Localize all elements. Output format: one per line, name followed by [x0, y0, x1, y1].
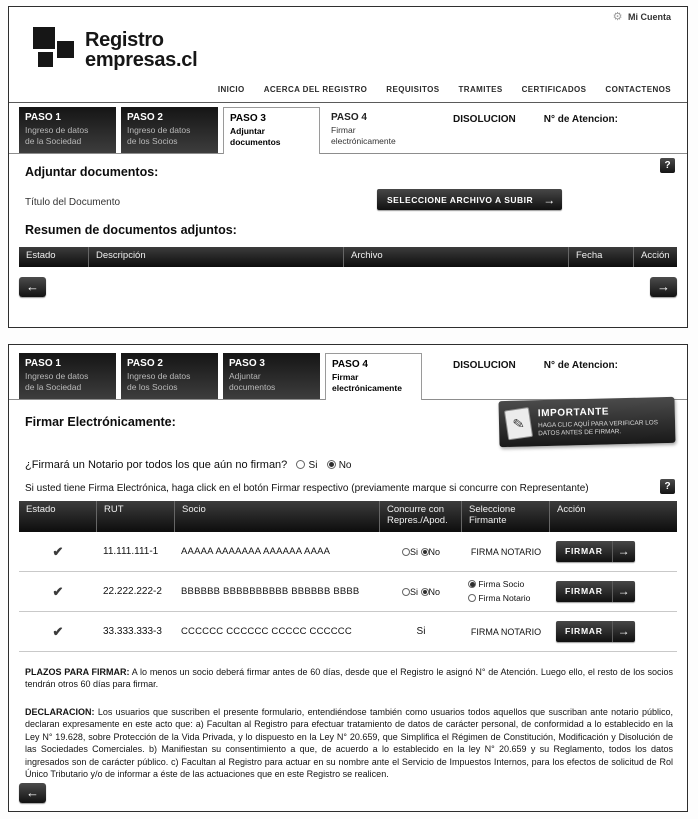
- col-accion: Acción: [641, 250, 670, 261]
- concurre-radios: Si No: [380, 587, 462, 597]
- nav-item-contactenos[interactable]: CONTACTENOS: [605, 85, 671, 94]
- step-4-num: PASO 4: [332, 359, 368, 370]
- step-2-num: PASO 2: [127, 358, 163, 369]
- next-button[interactable]: →: [650, 277, 677, 297]
- back-button[interactable]: ←: [19, 783, 46, 803]
- concurre-radio-si[interactable]: [402, 588, 410, 596]
- firmar-button[interactable]: [556, 621, 635, 642]
- step-3-line2: documentos: [230, 136, 281, 147]
- account-link[interactable]: [613, 10, 671, 23]
- adjuntar-documentos-panel: [8, 6, 688, 328]
- step-3-line2: documentos: [229, 381, 276, 392]
- col-estado: Estado: [19, 501, 97, 532]
- step-2-line2: de los Socios: [127, 135, 178, 146]
- logo[interactable]: [31, 25, 197, 75]
- main-nav: [218, 85, 671, 94]
- col-accion: Acción: [557, 504, 586, 515]
- help-button[interactable]: ?: [660, 158, 675, 173]
- banner-subtitle: HAGA CLIC AQUÍ PARA VERIFICAR LOS DATOS ANTES DE FIRMAR.: [537, 418, 659, 438]
- step-4-line2: electrónicamente: [332, 382, 402, 393]
- notary-question-text: ¿Firmará un Notario por todos los que aún no firman?: [25, 459, 288, 471]
- step-3-line1: Adjuntar: [229, 371, 261, 381]
- disolucion-label: DISOLUCION: [453, 360, 516, 371]
- step-3-num: PASO 3: [229, 358, 265, 369]
- status-check-icon: ✔: [52, 543, 64, 559]
- section-title-resumen: Resumen de documentos adjuntos:: [25, 223, 237, 237]
- step-2-num: PASO 2: [127, 112, 163, 123]
- signer-row: [19, 612, 677, 652]
- col-descripcion: Descripción: [89, 247, 344, 267]
- col-firmante: Seleccione Firmante: [462, 501, 550, 532]
- process-meta: [453, 353, 618, 400]
- col-rut: RUT: [97, 501, 175, 532]
- notepad-pencil-icon: ✎: [504, 407, 533, 440]
- step-4-tab[interactable]: [325, 107, 422, 153]
- firmar-button[interactable]: [556, 581, 635, 602]
- arrow-right-icon: →: [543, 192, 556, 207]
- signer-row: [19, 572, 677, 612]
- process-meta: [453, 107, 618, 154]
- step-4-tab-active[interactable]: [325, 353, 422, 400]
- step-3-line1: Adjuntar: [230, 126, 265, 136]
- firma-socio-radio[interactable]: [468, 580, 476, 588]
- logo-line-2: empresas.cl: [85, 49, 198, 71]
- step-2-tab[interactable]: [121, 353, 218, 399]
- col-fecha: Fecha: [569, 247, 634, 267]
- col-concurre: Concurre con Repres./Apod.: [380, 501, 462, 532]
- notary-question-row: [25, 459, 351, 471]
- col-archivo: Archivo: [344, 247, 569, 267]
- declaracion-text: Los usuarios que suscriben el presente formulario, entendiéndose también como usuarios todos aquellos que suscriban ante notario público, declaran expresamente en este acto que: a) Facultan al Registro para efectuar tratamiento de datos de carácter personal, de conformidad a lo establecido en la Ley N° 19.628, sobre Protección de la Vida Privada, y lo dispuesto en la Ley N° 20.659, que Simplifica el Régimen de Constitución, Modificación y Disolución de las Sociedades Comerciales. b) Manifiestan su consentimiento a que, de acuerdo a lo establecido en la ley N° 20.659 y su Reglamento, todos los datos ingresados son de carácter público. c) Facultan al Registro para actuar en su nombre ante el Servicio de Impuestos Internos, para los efectos de solicitud de Rol Único Tributario y/o de informar a éste de las actuaciones que en este Registro se realicen.: [25, 707, 673, 780]
- arrow-right-icon: →: [612, 621, 635, 642]
- firmar-label: FIRMAR: [565, 546, 603, 556]
- step-4-num: PASO 4: [331, 112, 367, 123]
- step-3-tab[interactable]: [223, 353, 320, 399]
- firmar-electronicamente-panel: [8, 344, 688, 812]
- documents-table-header: [19, 247, 677, 267]
- firma-notario-label: Firma Notario: [478, 592, 531, 603]
- wizard-steps: [9, 107, 687, 154]
- firmar-label: FIRMAR: [565, 586, 603, 596]
- notary-question-label-no: No: [338, 460, 352, 471]
- step-1-tab[interactable]: [19, 107, 116, 153]
- nav-item-inicio[interactable]: INICIO: [217, 85, 245, 94]
- firmante-radio-group: [462, 578, 550, 606]
- step-1-tab[interactable]: [19, 353, 116, 399]
- status-check-icon: ✔: [52, 583, 64, 599]
- numero-atencion-label: N° de Atencion:: [543, 360, 618, 371]
- arrow-right-icon: →: [612, 541, 635, 562]
- step-1-line1: Ingreso de datos: [25, 125, 89, 135]
- importante-banner[interactable]: [498, 397, 675, 447]
- rut-value: 22.222.222-2: [103, 586, 162, 597]
- step-1-line2: de la Sociedad: [25, 381, 82, 392]
- firma-notario-radio[interactable]: [468, 594, 476, 602]
- rut-value: 11.111.111-1: [103, 546, 159, 557]
- firmar-button[interactable]: [556, 541, 635, 562]
- step-2-line1: Ingreso de datos: [127, 371, 191, 381]
- section-title-adjuntar: Adjuntar documentos:: [25, 165, 159, 179]
- logo-cubes-icon: [31, 25, 77, 75]
- step-1-line2: de la Sociedad: [25, 135, 82, 146]
- concurre-radio-no[interactable]: [421, 588, 429, 596]
- step-1-num: PASO 1: [25, 358, 61, 369]
- nav-item-tramites[interactable]: TRAMITES: [458, 85, 503, 94]
- notary-question-radio-no[interactable]: [327, 460, 336, 469]
- concurre-radios: Si No: [380, 547, 462, 557]
- nav-item-acerca[interactable]: ACERCA DEL REGISTRO: [263, 85, 368, 94]
- wizard-steps: [9, 353, 687, 400]
- disolucion-label: DISOLUCION: [453, 114, 516, 125]
- upload-file-button[interactable]: [377, 189, 562, 210]
- plazos-label: PLAZOS PARA FIRMAR:: [25, 667, 130, 677]
- notary-question-radio-si[interactable]: [296, 460, 305, 469]
- step-2-tab[interactable]: [121, 107, 218, 153]
- socio-name: CCCCCC CCCCCC CCCCC CCCCCC: [181, 626, 352, 637]
- step-1-num: PASO 1: [25, 112, 61, 123]
- col-socio: Socio: [175, 501, 380, 532]
- concurre-radio-no[interactable]: [421, 548, 429, 556]
- step-3-tab-active[interactable]: [223, 107, 320, 154]
- nav-item-certificados[interactable]: CERTIFICADOS: [521, 85, 587, 94]
- step-3-num: PASO 3: [230, 113, 266, 124]
- numero-atencion-label: N° de Atencion:: [543, 114, 618, 125]
- banner-title: IMPORTANTE: [537, 406, 610, 419]
- firmante-value: FIRMA NOTARIO: [470, 626, 542, 637]
- status-check-icon: ✔: [52, 623, 64, 639]
- firmar-label: FIRMAR: [565, 626, 603, 636]
- signers-table-header: [19, 501, 677, 532]
- document-title-label: Título del Documento: [25, 197, 121, 208]
- arrow-right-icon: →: [612, 581, 635, 602]
- header-divider: [9, 102, 687, 103]
- signer-row: [19, 532, 677, 572]
- concurre-value: Si: [416, 626, 426, 637]
- banner-text: [538, 405, 669, 439]
- plazos-text: A lo menos un socio deberá firmar antes de 60 días, desde que el Registro le asignó N° de Atención. Luego ello, el resto de los socios tendrán otros 60 días para firmar.: [25, 667, 673, 690]
- step-1-line1: Ingreso de datos: [25, 371, 89, 381]
- socio-name: AAAAA AAAAAAA AAAAAA AAAA: [181, 546, 331, 557]
- step-4-line2: electrónicamente: [331, 135, 396, 146]
- declaracion-label: DECLARACION:: [25, 707, 95, 717]
- sign-instruction-text: Si usted tiene Firma Electrónica, haga click en el botón Firmar respectivo (previamente marque si concurre con Representante): [25, 483, 589, 494]
- col-estado: Estado: [19, 247, 89, 267]
- notary-question-label-si: Si: [308, 460, 318, 471]
- logo-text: [85, 30, 197, 71]
- upload-file-label: SELECCIONE ARCHIVO A SUBIR: [387, 194, 534, 205]
- firmante-value: FIRMA NOTARIO: [470, 546, 542, 557]
- step-2-line2: de los Socios: [127, 381, 178, 392]
- help-button[interactable]: ?: [660, 479, 675, 494]
- account-label: Mi Cuenta: [627, 12, 671, 22]
- rut-value: 33.333.333-3: [103, 626, 162, 637]
- back-button[interactable]: ←: [19, 277, 46, 297]
- step-4-line1: Firmar: [332, 372, 359, 382]
- step-2-line1: Ingreso de datos: [127, 125, 191, 135]
- gear-icon: ⚙: [612, 11, 623, 23]
- concurre-radio-si[interactable]: [402, 548, 410, 556]
- section-title-firmar: Firmar Electrónicamente:: [25, 415, 176, 429]
- declaracion-paragraph: [25, 706, 673, 780]
- socio-name: BBBBBB BBBBBBBBBB BBBBBB BBBB: [181, 586, 360, 597]
- nav-item-requisitos[interactable]: REQUISITOS: [386, 85, 440, 94]
- logo-line-1: Registro: [85, 28, 164, 51]
- plazos-paragraph: [25, 666, 673, 691]
- firma-socio-label: Firma Socio: [478, 578, 525, 589]
- step-4-line1: Firmar: [331, 125, 356, 135]
